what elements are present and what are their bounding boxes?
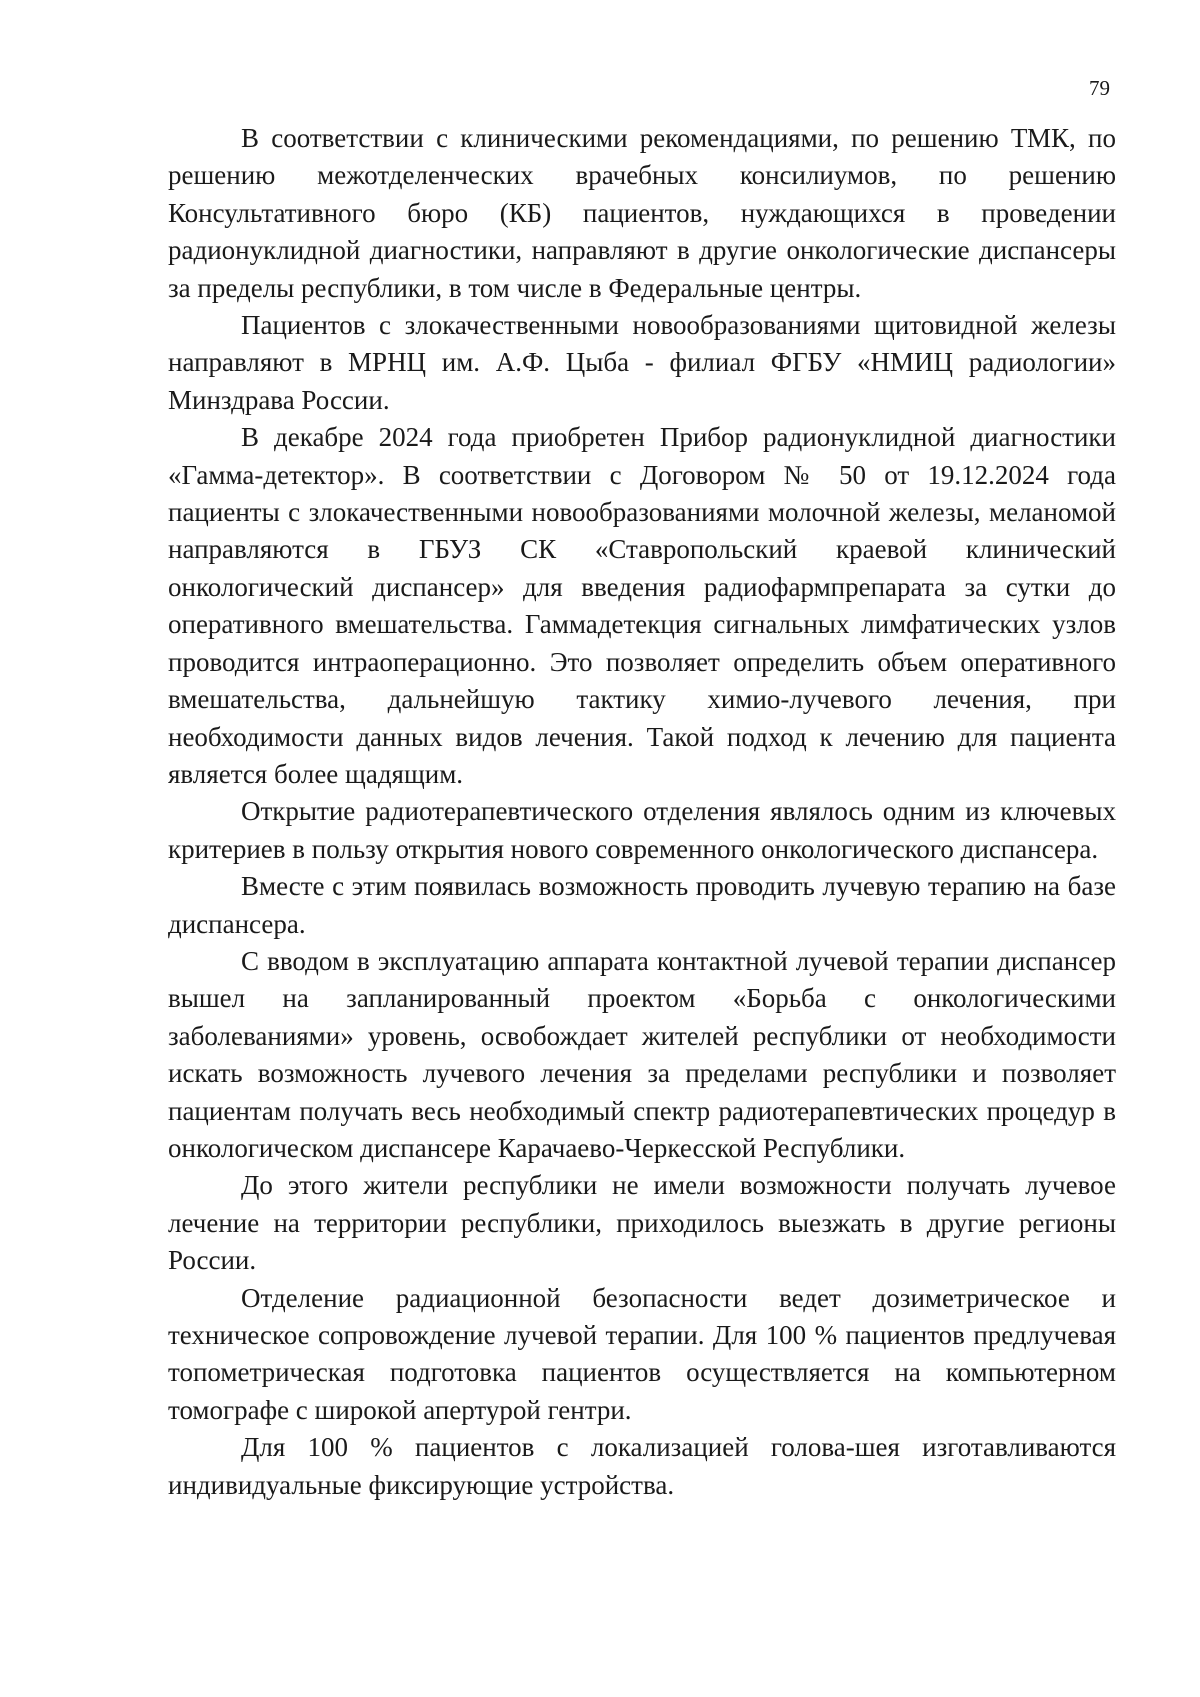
- paragraph-radiation-safety: Отделение радиационной безопасности ведет дозиметрическое и техническое сопровождение лучевой терапии. Для 100 % пациентов предлучевая топометрическая подготовка пациентов осуществляется на компьютерном томографе с широкой апертурой гентри.: [168, 1282, 1116, 1425]
- paragraph-previous-situation: До этого жители республики не имели возможности получать лучевое лечение на территории республики, приходилось выезжать в другие регионы России.: [168, 1170, 1116, 1276]
- document-body: [168, 120, 1116, 1504]
- paragraph-contact-radiotherapy: С вводом в эксплуатацию аппарата контактной лучевой терапии диспансер вышел на запланированный проектом «Борьба с онкологическими заболеваниями» уровень, освобождает жителей республики от необходимости искать возможность лучевого лечения за пределами республики и позволяет пациентам получать весь необходимый спектр радиотерапевтических процедур в онкологическом диспансере Карачаево-Черкесской Республики.: [168, 945, 1116, 1163]
- paragraph-radiotherapy-possibility: Вместе с этим появилась возможность проводить лучевую терапию на базе диспансера.: [168, 871, 1116, 939]
- page-number: 79: [1089, 76, 1110, 100]
- paragraph-fixation-devices: Для 100 % пациентов с локализацией голова-шея изготавливаются индивидуальные фиксирующие устройства.: [168, 1432, 1116, 1500]
- paragraph-radionuclide-referral: В соответствии с клиническими рекомендациями, по решению ТМК, по решению межотделенческих врачебных консилиумов, по решению Консультативного бюро (КБ) пациентов, нуждающихся в проведении радионуклидной диагностики, направляют в другие онкологические диспансеры за пределы республики, в том числе в Федеральные центры.: [168, 123, 1116, 303]
- paragraph-radiotherapy-department: Открытие радиотерапевтического отделения являлось одним из ключевых критериев в пользу открытия нового современного онкологического диспансера.: [168, 796, 1116, 864]
- paragraph-thyroid-referral: Пациентов с злокачественными новообразованиями щитовидной железы направляют в МРНЦ им. А.Ф. Цыба - филиал ФГБУ «НМИЦ радиологии» Минздрава России.: [168, 310, 1116, 415]
- paragraph-gamma-detector: В декабре 2024 года приобретен Прибор радионуклидной диагностики «Гамма-детектор». В соответствии с Договором № 50 от 19.12.2024 года пациенты с злокачественными новообразованиями молочной железы, меланомой направляются в ГБУЗ СК «Ставропольский краевой клинический онкологический диспансер» для введения радиофармпрепарата за сутки до оперативного вмешательства. Гаммадетекция сигнальных лимфатических узлов проводится интраоперационно. Это позволяет определить объем оперативного вмешательства, дальнейшую тактику химио-лучевого лечения, при необходимости данных видов лечения. Такой подход к лечению для пациента является более щадящим.: [168, 422, 1116, 789]
